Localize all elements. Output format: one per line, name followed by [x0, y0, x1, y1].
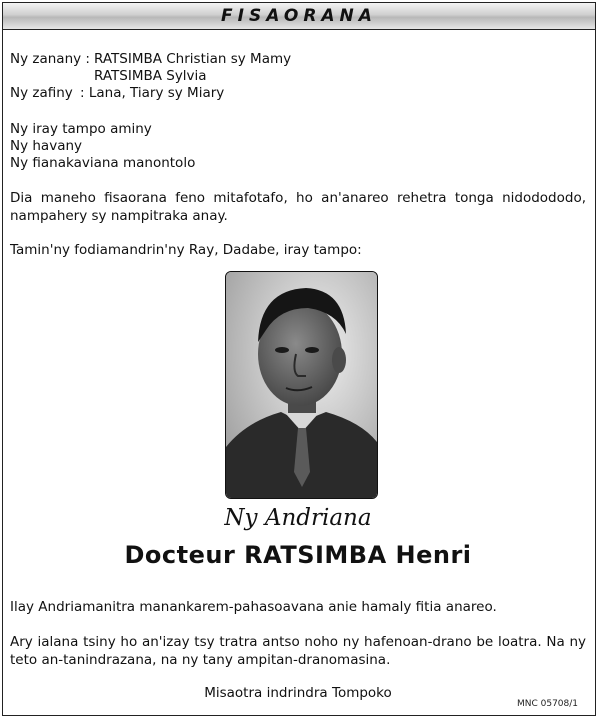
grandchildren-names: : Lana, Tiary sy Miary — [80, 85, 225, 101]
relative-line-3: Ny fianakaviana manontolo — [10, 155, 196, 171]
portrait-illustration — [226, 272, 377, 498]
closing-line: Misaotra indrindra Tompoko — [204, 685, 392, 701]
intro-line: Tamin'ny fodiamandrin'ny Ray, Dadabe, iray tampo: — [10, 242, 362, 258]
header-bar — [3, 3, 595, 30]
grandchildren-label: Ny zafiny — [10, 85, 73, 101]
apology-paragraph: Ary ialana tsiny ho an'izay tsy tratra antso noho ny hafenoan-drano be loatra. Na ny teto an-tanindrazana, na ny tany ampitan-dranomasina. — [10, 634, 586, 668]
blessing-line: Ilay Andriamanitra manankarem-pahasoavana anie hamaly fitia anareo. — [10, 599, 497, 615]
relative-line-2: Ny havany — [10, 138, 83, 154]
thanks-paragraph: Dia maneho fisaorana feno mitafotafo, ho an'anareo rehetra tonga nidodododo, nampahery sy nampitraka anay. — [10, 190, 586, 224]
child-name-1: RATSIMBA Christian sy Mamy — [94, 51, 292, 67]
deceased-name: Docteur RATSIMBA Henri — [124, 541, 472, 569]
notice-title: FISAORANA — [221, 6, 377, 26]
relative-line-1: Ny iray tampo aminy — [10, 121, 152, 137]
honorific-title: Ny Andriana — [224, 505, 372, 531]
child-name-2: RATSIMBA Sylvia — [94, 68, 207, 84]
portrait-photo — [225, 271, 378, 499]
reference-code: MNC 05708/1 — [516, 699, 578, 709]
children-label: Ny zanany : — [10, 51, 90, 67]
